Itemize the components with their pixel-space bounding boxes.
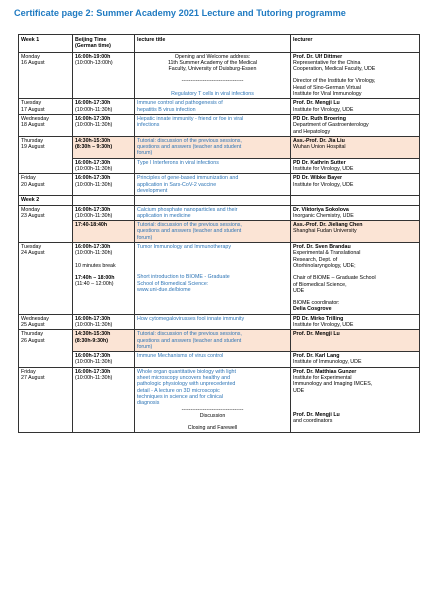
lecture-line: application in Sars-CoV-2 vaccine	[137, 181, 217, 188]
lecture-line: questions and answers (teacher and student	[137, 228, 242, 235]
table-row	[19, 136, 420, 158]
lecturer-name: Ass.-Prof. Dr. Jia Liu	[293, 137, 345, 144]
table-row	[19, 243, 420, 315]
week-row	[19, 196, 420, 205]
time-cell	[73, 330, 135, 352]
lecturer-cell	[291, 367, 420, 433]
lecturer-name: Prof. Dr. Matthias Gunzer	[293, 368, 357, 375]
time-line: (10:00h-11:30h)	[75, 122, 113, 129]
day-cell	[19, 52, 73, 99]
lecturer-name: PD Dr. Kathrin Sutter	[293, 159, 346, 166]
lecturer-cell	[291, 314, 420, 330]
lecturer-line: Representative for the China	[293, 59, 361, 66]
lecture-cell	[135, 367, 291, 433]
lecturer-line: Institute for Viral Immunology	[293, 91, 362, 98]
lecturer-cell	[291, 114, 420, 136]
lecturer-line: UDE	[293, 387, 305, 394]
lecture-title: Regulatory T cells in viral infections	[171, 90, 254, 97]
lecturer-line: Institute for Virology, UDE	[293, 181, 354, 188]
header-row	[19, 35, 420, 53]
lecturer-cell	[291, 158, 420, 174]
page-title: Certificate page 2: Summer Academy 2021 Lecture and Tutoring programme	[14, 8, 346, 18]
lecture-line: pathologic physiology with unprecedented	[137, 381, 236, 388]
time-line: (10:00h-11:30h)	[75, 166, 113, 173]
lecturer-name: Delia Cosgrove	[293, 306, 332, 313]
lecturer-cell	[291, 352, 420, 368]
discussion-label: Discussion	[199, 412, 226, 419]
week-label: Week 2	[19, 196, 73, 205]
lecturer-line: and coordinators	[293, 418, 333, 425]
time-cell	[73, 367, 135, 433]
lecture-cell	[135, 205, 291, 221]
lecture-line: application in medicine	[137, 212, 191, 219]
table-row	[19, 158, 420, 174]
day-line: 27 August	[21, 375, 45, 382]
lecture-cell	[135, 99, 291, 115]
time-line: 16:00h-17:30h	[75, 315, 111, 322]
day-line: Monday	[21, 53, 40, 60]
day-line: 19 August	[21, 144, 45, 151]
lecturer-line: Experimental & Translational	[293, 250, 361, 257]
lecturer-name: Prof. Dr. Ulf Dittmer	[293, 53, 343, 60]
table-row	[19, 174, 420, 196]
lecture-line: Tutorial: discussion of the previous sessions,	[137, 222, 242, 229]
day-line: Tuesday	[21, 244, 42, 251]
lecturer-cell	[291, 221, 420, 243]
header-lecturer: lecturer	[291, 35, 420, 53]
lecturer-name: Prof. Dr. Karl Lang	[293, 353, 340, 360]
lecturer-line: Immunology and Imaging IMCES,	[293, 381, 373, 388]
table-row	[19, 99, 420, 115]
header-lecture: lecture title	[135, 35, 291, 53]
day-cell	[19, 174, 73, 196]
time-line: (10:00h-11:30h)	[75, 321, 113, 328]
lecturer-cell	[291, 99, 420, 115]
time-cell	[73, 136, 135, 158]
day-line: Tuesday	[21, 100, 42, 107]
lecture-line: forum)	[137, 150, 153, 157]
day-line: 23 August	[21, 212, 45, 219]
day-line: 16 August	[21, 59, 45, 66]
lecturer-name: PD Dr. Mirko Trilling	[293, 315, 344, 322]
lecturer-line: Institute for Virology, UDE	[293, 106, 354, 113]
lecturer-cell	[291, 136, 420, 158]
lecture-cell	[135, 174, 291, 196]
day-cell	[19, 205, 73, 242]
lecture-line: Hepatic innate immunity - friend or foe in viral	[137, 115, 244, 122]
divider-line: -----------------------------------	[181, 78, 244, 85]
time-line: 16:00h-17:30h	[75, 100, 111, 107]
lecture-line: Tumor Immunology and Immunotherapy	[137, 244, 232, 251]
time-line: (10:00h-11:30h)	[75, 359, 113, 366]
time-line: (10:00h-11:30h)	[75, 375, 113, 382]
time-line: (11:40 – 12:00h)	[75, 281, 114, 288]
lecture-line: techniques in science and for clinical	[137, 393, 223, 400]
time-line: 16:00h-17:30h	[75, 206, 111, 213]
lecture-cell	[135, 352, 291, 368]
lecture-cell	[135, 158, 291, 174]
lecture-line: Principles of gene-based immunization and	[137, 175, 239, 182]
day-line: 17 August	[21, 106, 45, 113]
time-cell	[73, 114, 135, 136]
time-line: 16:00h-17:30h	[75, 115, 111, 122]
day-line: Wednesday	[21, 115, 49, 122]
lecture-line: detail - A lecture on 3D microscopic	[137, 387, 220, 394]
lecturer-line: Wuhan Union Hospital	[293, 144, 346, 151]
day-line: 25 August	[21, 321, 45, 328]
table-row	[19, 367, 420, 433]
lecturer-name: Prof. Dr. Mengji Lu	[293, 100, 340, 107]
time-line: 16:00h-17:30h	[75, 159, 111, 166]
time-line: 17:40-18:40h	[75, 222, 108, 229]
lecture-line: Opening and Welcome address:	[174, 53, 251, 60]
lecturer-line: Institute for Virology, UDE	[293, 321, 354, 328]
time-line: (10:00h-11:30h)	[75, 181, 113, 188]
lecturer-name: Ass.-Prof. Dr. Jieliang Chen	[293, 222, 363, 229]
day-line: 24 August	[21, 250, 45, 257]
header-week: Week 1	[19, 35, 73, 53]
time-cell	[73, 243, 135, 315]
time-line: 16:00h-17:30h	[75, 353, 111, 360]
time-line: 16:00h-17:30h	[75, 244, 111, 251]
lecturer-line: Institute of Immunology, UDE	[293, 359, 362, 366]
day-line: Thursday	[21, 137, 44, 144]
lecturer-name: PD Dr. Wibke Bayer	[293, 175, 343, 182]
day-line: 20 August	[21, 181, 45, 188]
lecture-line: Immune Mechanisms of virus control	[137, 353, 224, 360]
time-line: 17:40h – 18:00h	[75, 274, 115, 281]
time-line: (10:00h-13:00h)	[75, 59, 113, 66]
day-line: 26 August	[21, 337, 45, 344]
schedule-table	[18, 34, 420, 433]
lecturer-line: Institute for Experimental	[293, 375, 352, 382]
day-line: Wednesday	[21, 315, 49, 322]
time-line: (8:30h-9:30h)	[75, 337, 108, 344]
lecture-line: questions and answers (teacher and student	[137, 337, 242, 344]
header-time-line: Beijing Time (German time)	[75, 37, 111, 50]
break-line: 10 minutes break	[75, 262, 116, 269]
lecturer-line: Inorganic Chemistry, UDE	[293, 212, 354, 219]
time-line: 14:30h-15:30h	[75, 331, 111, 338]
lecture-line: How cytomegalovirusses fool innate immunity	[137, 315, 245, 322]
day-cell	[19, 314, 73, 330]
lecturer-line: Shanghai Fudan University	[293, 228, 357, 235]
lecturer-line: Head of Sino-German Virtual	[293, 84, 361, 91]
lecturer-line: BIOME coordinator:	[293, 300, 340, 307]
lecture-line: Tutorial: discussion of the previous sessions,	[137, 137, 242, 144]
lecture-cell	[135, 136, 291, 158]
time-line: (8:30h – 9:30h)	[75, 144, 113, 151]
lecturer-cell	[291, 52, 420, 99]
lecture-line: forum)	[137, 234, 153, 241]
lecturer-line: Cooperation, Medical Faculty, UDE	[293, 66, 376, 73]
time-cell	[73, 158, 135, 174]
time-cell	[73, 221, 135, 243]
day-cell	[19, 367, 73, 433]
table-row	[19, 114, 420, 136]
closing-label: Closing and Farewell	[187, 425, 238, 432]
time-cell	[73, 52, 135, 99]
lecturer-line: Otorhinolaryngology, UDE;	[293, 262, 356, 269]
time-line: 16:00h-17:30h	[75, 368, 111, 375]
table-row	[19, 330, 420, 352]
table-row	[19, 205, 420, 221]
time-line: (10:00h-11:30h)	[75, 250, 113, 257]
lecture-cell	[135, 330, 291, 352]
lecture-line: 11th Summer Academy of the Medical	[167, 59, 258, 66]
time-line: 16:00h-19:00h	[75, 53, 111, 60]
lecture-cell	[135, 314, 291, 330]
lecturer-cell	[291, 174, 420, 196]
time-cell	[73, 99, 135, 115]
time-line: (10:00h-11:30h)	[75, 212, 113, 219]
table-row	[19, 52, 420, 99]
day-line: Monday	[21, 206, 40, 213]
lecture-cell	[135, 114, 291, 136]
lecturer-name: Dr. Viktoriya Sokolova	[293, 206, 349, 213]
lecture-line: questions and answers (teacher and student	[137, 144, 242, 151]
biome-link[interactable]: www.uni-due.de/biome	[137, 286, 191, 293]
lecture-cell	[135, 243, 291, 315]
header-time	[73, 35, 135, 53]
lecturer-line: Chair of BIOME – Graduate School	[293, 275, 376, 282]
time-line: (10:00h-11:30h)	[75, 106, 113, 113]
day-cell	[19, 136, 73, 173]
time-line: 14:30h-15:30h	[75, 137, 111, 144]
lecture-line: Type I Interferons in viral infections	[137, 159, 219, 166]
day-line: Friday	[21, 368, 36, 375]
day-cell	[19, 114, 73, 136]
lecture-line: diagnosis	[137, 400, 160, 407]
lecture-line: Tutorial: discussion of the previous sessions,	[137, 331, 242, 338]
lecturer-name: Prof. Dr. Sven Brandau	[293, 244, 351, 251]
day-cell	[19, 99, 73, 115]
table-row	[19, 314, 420, 330]
lecturer-name: PD Dr. Ruth Broering	[293, 115, 346, 122]
lecturer-name: Prof. Dr. Mengji Lu	[293, 331, 340, 338]
lecture-cell	[135, 52, 291, 99]
lecturer-cell	[291, 243, 420, 315]
day-line: Thursday	[21, 331, 44, 338]
day-line: 18 August	[21, 122, 45, 129]
divider-line: -----------------------------------	[181, 406, 244, 413]
lecture-line: Faculty, University of Duisburg-Essen	[168, 66, 257, 73]
lecturer-line: Institute for Virology, UDE	[293, 166, 354, 173]
lecturer-line: Research, Dept. of	[293, 256, 338, 263]
lecture-line: infections	[137, 122, 160, 129]
lecture-line: Immune control and pathogenesis of	[137, 100, 223, 107]
lecture-line: development	[137, 187, 168, 194]
time-cell	[73, 174, 135, 196]
table-row	[19, 221, 420, 243]
time-line: 16:00h-17:30h	[75, 175, 111, 182]
lecture-line: School of Biomedical Science:	[137, 280, 209, 287]
time-cell	[73, 205, 135, 221]
lecturer-line: and Hepatology	[293, 128, 331, 135]
lecture-line: hepatitis B virus infection	[137, 106, 196, 113]
lecture-line: forum)	[137, 343, 153, 350]
lecturer-line: Department of Gastroenterology	[293, 122, 369, 129]
lecture-line: Calcium phosphate nanoparticles and their	[137, 206, 238, 213]
lecture-line: Whole organ quantitative biology with light	[137, 368, 236, 375]
table-row	[19, 352, 420, 368]
lecture-cell	[135, 221, 291, 243]
day-line: Friday	[21, 175, 36, 182]
lecturer-cell	[291, 205, 420, 221]
day-cell	[19, 330, 73, 367]
lecturer-cell	[291, 330, 420, 352]
time-cell	[73, 314, 135, 330]
lecture-line: Short introduction to BIOME - Graduate	[137, 274, 230, 281]
lecturer-line: UDE	[293, 287, 305, 294]
lecture-line: sheet microscopy uncovers healthy and	[137, 375, 231, 382]
time-cell	[73, 352, 135, 368]
lecturer-line: of Biomedical Science,	[293, 281, 347, 288]
lecturer-line: Director of the Institute for Virology,	[293, 78, 376, 85]
lecturer-name: Prof. Dr. Mengji Lu	[293, 411, 340, 418]
day-cell	[19, 243, 73, 315]
